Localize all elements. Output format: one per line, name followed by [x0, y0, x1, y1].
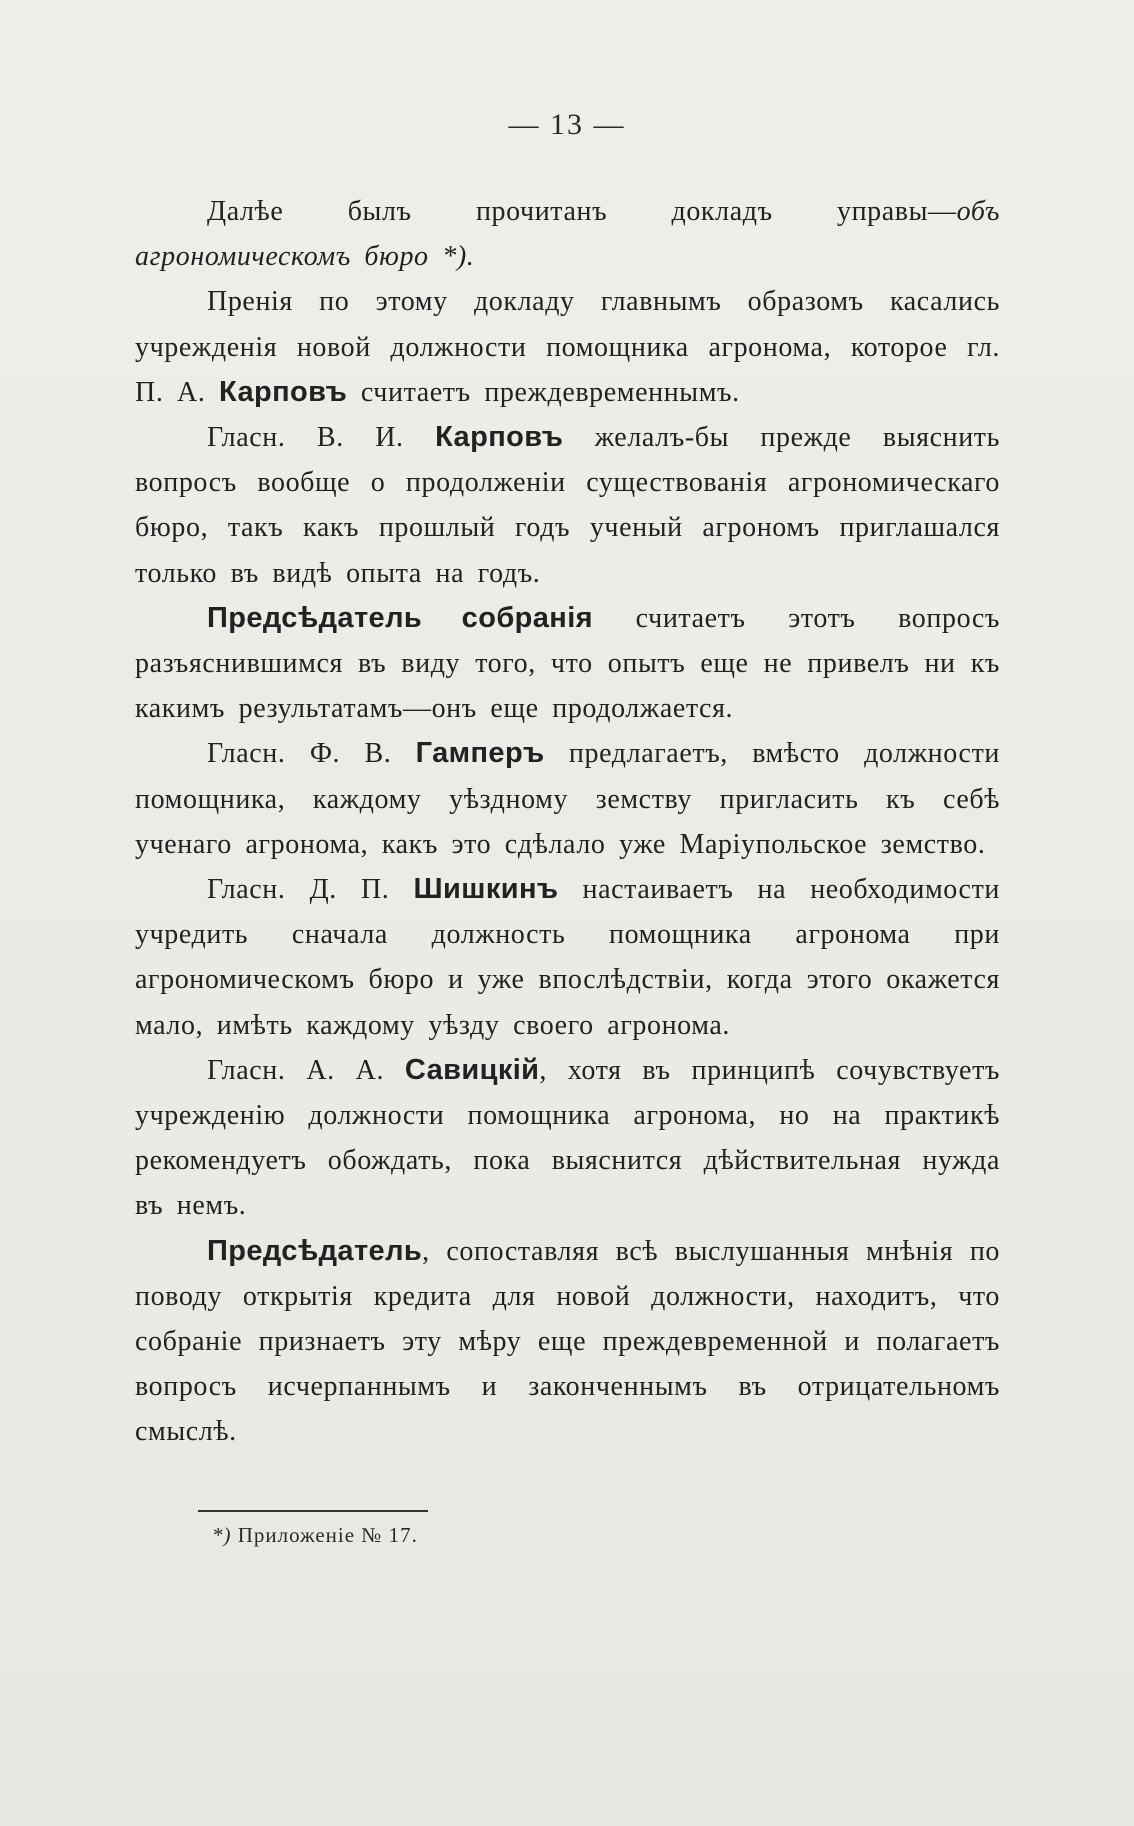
paragraph-7 [135, 1048, 1000, 1229]
paragraph-2-text-before: Пренія по этому докладу главнымъ образомъ касались учрежденія новой должности помощника агронома, которое гл. П. А. [135, 286, 1000, 408]
paragraph-2 [135, 279, 1000, 415]
paragraph-3-text-before: Гласн. В. И. [207, 422, 436, 454]
paragraph-2-text-after: считаетъ преждевременнымъ. [347, 376, 740, 408]
speaker-name: Шишкинъ [413, 873, 559, 906]
speaker-name: Карповъ [435, 421, 564, 454]
paragraph-3 [135, 415, 1000, 596]
speaker-name: Карповъ [219, 375, 348, 408]
footnote-text: Приложеніе № 17. [231, 1523, 418, 1547]
paragraph-5 [135, 731, 1000, 867]
footnote [212, 1517, 418, 1553]
report-title-italic: объ агрономическомъ бюро [135, 196, 1000, 273]
speaker-name: Гамперъ [415, 737, 545, 770]
paragraph-6 [135, 867, 1000, 1048]
footnote-divider [198, 1510, 428, 1512]
paragraph-5-text-after: предлагаетъ, вмѣсто должности помощника, каждому уѣздному земству пригласить къ себѣ ученаго агронома, какъ это сдѣлало уже Маріупольское земство. [135, 738, 1000, 860]
paragraph-4 [135, 596, 1000, 732]
page-number: — 13 — [508, 108, 626, 141]
paragraph-6-text-after: настаиваетъ на необходимости учредить сначала должность помощника агронома при агрономическомъ бюро и уже впослѣдствіи, когда этого окажется мало, имѣть каждому уѣзду своего агронома. [135, 874, 1001, 1041]
paragraph-3-text-after: желалъ-бы прежде выяснить вопросъ вообще о продолженіи существованія агрономическаго бюро, такъ какъ прошлый годъ ученый агрономъ приглашался только въ видѣ опыта на годъ. [135, 422, 1001, 589]
paragraph-7-text-before: Гласн. А. А. [207, 1054, 405, 1086]
paragraph-8 [135, 1229, 1000, 1455]
footnote-mark: *) [212, 1523, 232, 1547]
speaker-name: Предсѣдатель собранія [207, 601, 593, 634]
paragraph-6-text-before: Гласн. Д. П. [207, 874, 414, 906]
speaker-name: Савицкій [404, 1053, 540, 1086]
paragraph-8-text-after: , сопоставляя всѣ выслушанныя мнѣнія по поводу открытія кредита для новой должности, находитъ, что собраніе признаетъ эту мѣру еще преждевременной и полагаетъ вопросъ исчерпаннымъ и законченнымъ въ отрицательномъ смыслѣ. [135, 1235, 1000, 1448]
footnote-reference: *). [428, 241, 475, 273]
paragraph-5-text-before: Гласн. Ф. В. [207, 738, 416, 770]
paragraph-1 [135, 189, 1000, 279]
paragraph-7-text-after: , хотя въ принципѣ сочувствуетъ учрежденію должности помощника агронома, но на практикѣ рекомендуетъ обождать, пока выяснится дѣйствительная нужда въ немъ. [135, 1054, 1000, 1222]
body-text [135, 189, 1000, 1455]
paragraph-1-text: Далѣе былъ прочитанъ докладъ управы— [207, 196, 957, 227]
paragraph-4-text-after: считаетъ этотъ вопросъ разъяснившимся въ виду того, что опытъ еще не привелъ ни къ какимъ результатамъ—онъ еще продолжается. [135, 602, 1000, 725]
speaker-name: Предсѣдатель [207, 1234, 423, 1267]
